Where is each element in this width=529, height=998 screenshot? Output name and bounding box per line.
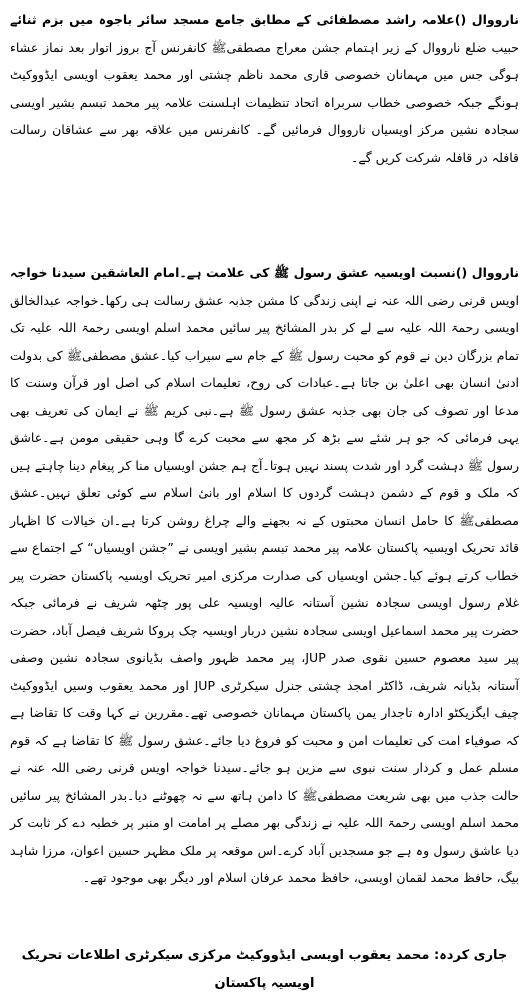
article-2 [10, 259, 519, 892]
article-1-headline: )علامہ راشد مصطفائی کے مطابق جامع مسجد سائر باجوہ میں بزم ثنائے [10, 12, 461, 27]
article-2-body: اویس قرنی رضی اللہ عنہ نے اپنی زندگی کا مشن جذبہ عشق رسالت ہی رکھا۔خواجہ عبدالخالق اویسی رحمۃ اللہ علیہ سے لے کر بدر المشائخ پیر سائیں محمد اسلم اویسی رحمۃ اللہ علیہ تک تمام بزرگان دین نے قوم کو محبت رسول ﷺ کے جام سے سیراب کیا۔عشق مصطفیﷺ کی بدولت ادنیٰ انسان بھی اعلیٰ بن جاتا ہے۔عبادات کی روح، تعلیمات اسلام کی اصل اور قرآن وسنت کا مدعا اور تصوف کی جان بھی جذبہ عشق رسول ﷺ ہے۔نبی کریم ﷺ نے ایمان کی تعریف بھی یہی فرمائی کہ جو ہر شئے سے بڑھ کر مجھ سے محبت کرے گا وہی حقیقی مومن ہے۔عاشق رسول ﷺ دہشت گرد اور شدت پسند نہیں ہوتا۔آج ہم جشن اویسیاں منا کر پیغام دینا چاہتے ہیں کہ ملک و قوم کے دشمن دہشت گردوں کا اسلام اور بانیٔ اسلام سے کوئی تعلق نہیں۔عشق مصطفیﷺ کا حامل انسان محبتوں کے نہ بجھنے والے چراغ روشن کرتا ہے۔ان خیالات کا اظہار قائد تحریک اویسیہ پاکستان علامہ پیر محمد تبسم بشیر اویسی نے ”جشن اویسیاں“ کے اجتماع سے خطاب کرتے ہوئے کیا۔جشن اویسیاں کی صدارت مرکزی امیر تحریک اویسیہ پاکستان حضرت پیر غلام رسول اویسی سجادہ نشین آستانہ عالیہ اویسیہ علی پور چٹھہ شریف نے فرمائی جبکہ حضرت پیر محمد اسماعیل اویسی سجادہ نشین دربار اویسیہ چک پروکا شریف فیصل آباد، حضرت پیر سید معصوم حسین نقوی صدر JUP، پیر محمد ظہور واصف بڈیانوی سجادہ نشین وصفی آستانہ بڈیانہ شریف، ڈاکٹر امجد چشتی جنرل سیکرٹری JUP اور محمد یعقوب وسیں ایڈووکیٹ چیف ایگزیکٹو ادارہ تاجدار یمن پاکستان مہمانان خصوصی تھے۔مقررین نے کہا وقت کا تقاضا ہے کہ صوفیاء امت کی تعلیمات امن و محبت کو فروغ دیا جائے۔عشق رسول ﷺ کا تقاضا ہے کہ قوم مسلم عمل و کردار سنت نبوی سے مزین ہو جائے۔سیدنا خواجہ اویس قرنی رضی اللہ عنہ نے حالت جذب میں بھی شریعت مصطفیﷺ کا دامن ہاتھ سے نہ چھوٹنے دیا۔بدر المشائخ پیر سائیں محمد اسلم اویسی رحمۃ اللہ علیہ نے زندگی بھر مصلے پر امامت او منبر پر خطبہ دے کر ثابت کر دیا عاشق رسول وہ ہے جو مسجدیں آباد کرے۔اس موقعہ پر ملک مظہر حسین اعوان، مرزا شاہد بیگ، حافظ محمد لقمان اویسی، حافظ محمد عرفان اسلام اور دیگر بھی موجود تھے۔ [10, 292, 520, 885]
article-1-body: حبیب ضلع نارووال کے زیر اہتمام جشن معراج مصطفیﷺ کانفرنس آج بروز اتوار بعد نماز عشاء ہوگی جس میں مہمانان خصوصی قاری محمد ناظم چشتی اور محمد یعقوب اویسی ایڈووکیٹ ہونگے جبکہ خصوصی خطاب سربراہ اتحاد تنظیمات اہلسنت علامہ پیر محمد تبسم بشیر اویسی سجادہ نشین مرکز اویسیاں نارووال فرمائیں گے۔ کانفرنس میں علاقہ بھر سے عشاقان رسالت قافلہ در قافلہ شرکت کریں گے۔ [10, 39, 519, 165]
article-1 [10, 6, 519, 171]
spacer [10, 892, 519, 942]
article-2-dateline: نارووال ( [461, 265, 519, 280]
spacer [10, 171, 519, 259]
article-1-dateline: نارووال ( [460, 12, 519, 27]
issued-by-footer: جاری کردہ: محمد یعقوب اویسی ایڈووکیٹ مرکزی سیکرٹری اطلاعات تحریک اویسیہ پاکستان [21, 947, 508, 991]
article-2-headline: )نسبت اویسیہ عشق رسول ﷺ کی علامت ہے۔امام العاشقین سیدنا خواجہ [10, 265, 462, 280]
